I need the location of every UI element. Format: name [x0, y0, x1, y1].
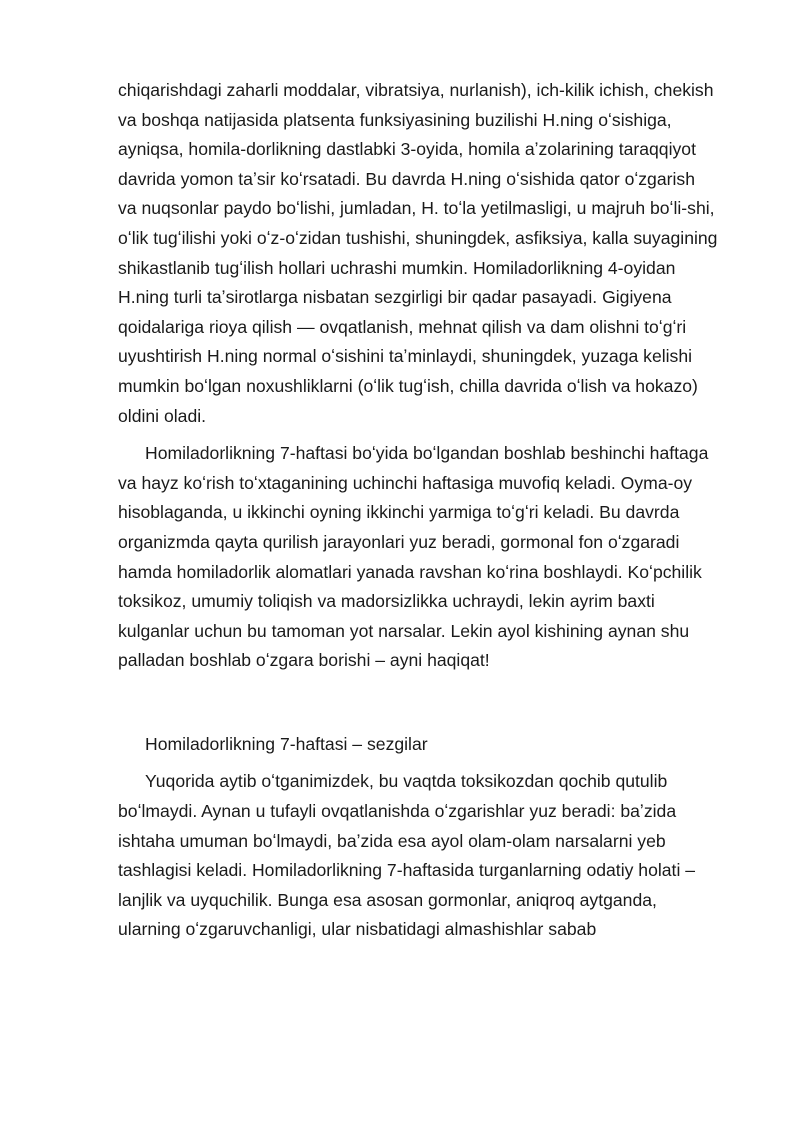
paragraph-sensations: Yuqorida aytib oʻtganimizdek, bu vaqtda toksikozdan qochib qutulib boʻlmaydi. Aynan u tufayli ovqatlanishda oʻzgarishlar yuz beradi: baʼzida ishtaha umuman boʻlmaydi, baʼzida esa ayol olam-olam narsalarni yeb tashlagisi keladi. Homiladorlikning 7-haftasida turganlarning odatiy holati – lanjlik va uyquchilik. Bunga esa asosan gormonlar, aniqroq aytganda, ularning oʻzgaruvchanligi, ular nisbatidagi almashishlar sabab — [118, 771, 696, 940]
paragraph-week7-intro: Homiladorlikning 7-haftasi boʻyida boʻlgandan boshlab beshinchi haftaga va hayz koʻrish toʻxtaganining uchinchi haftasiga muvofiq keladi. Oyma-oy hisoblaganda, u ikkinchi oyning ikkinchi yarmiga toʻgʻri keladi. Bu davrda organizmda qayta qurilish jarayonlari yuz beradi, gormonal fon oʻzgaradi hamda homiladorlik alomatlari yanada ravshan koʻrina boshlaydi. Koʻpchilik toksikoz, umumiy toliqish va madorsizlikka uchraydi, lekin ayrim baxti kulganlar uchun bu tamoman yot narsalar. Lekin ayol kishining aynan shu palladan boshlab oʻzgara borishi – ayni haqiqat! — [118, 443, 709, 671]
section-heading: Homiladorlikning 7-haftasi – sezgilar — [145, 733, 428, 754]
document-page — [118, 76, 718, 953]
paragraph-continuation: chiqarishdagi zaharli moddalar, vibratsiya, nurlanish), ich-kilik ichish, chekish va boshqa natijasida platsenta funksiyasining buzilishi H.ning oʻsishiga, ayniqsa, homila-dorlikning dastlabki 3-oyida, homila aʼzolarining taraqqiyot davrida yomon taʼsir koʻrsatadi. Bu davrda H.ning oʻsishida qator oʻzgarish va nuqsonlar paydo boʻlishi, jumladan, H. toʻla yetilmasligi, u majruh boʻli-shi, oʻlik tugʻilishi yoki oʻz-oʻzidan tushishi, shuningdek, asfiksiya, kalla suyagining shikastlanib tugʻilish hollari uchrashi mumkin. Homiladorlikning 4-oyidan H.ning turli taʼsirotlarga nisbatan sezgirligi bir qadar pasayadi. Gigiyena qoidalariga rioya qilish — ovqatlanish, mehnat qilish va dam olishni toʻgʻri uyushtirish H.ning normal oʻsishini taʼminlaydi, shuningdek, yuzaga kelishi mumkin boʻlgan noxushliklarni (oʻlik tugʻish, chilla davrida oʻlish va hokazo) oldini oladi. — [118, 80, 718, 426]
